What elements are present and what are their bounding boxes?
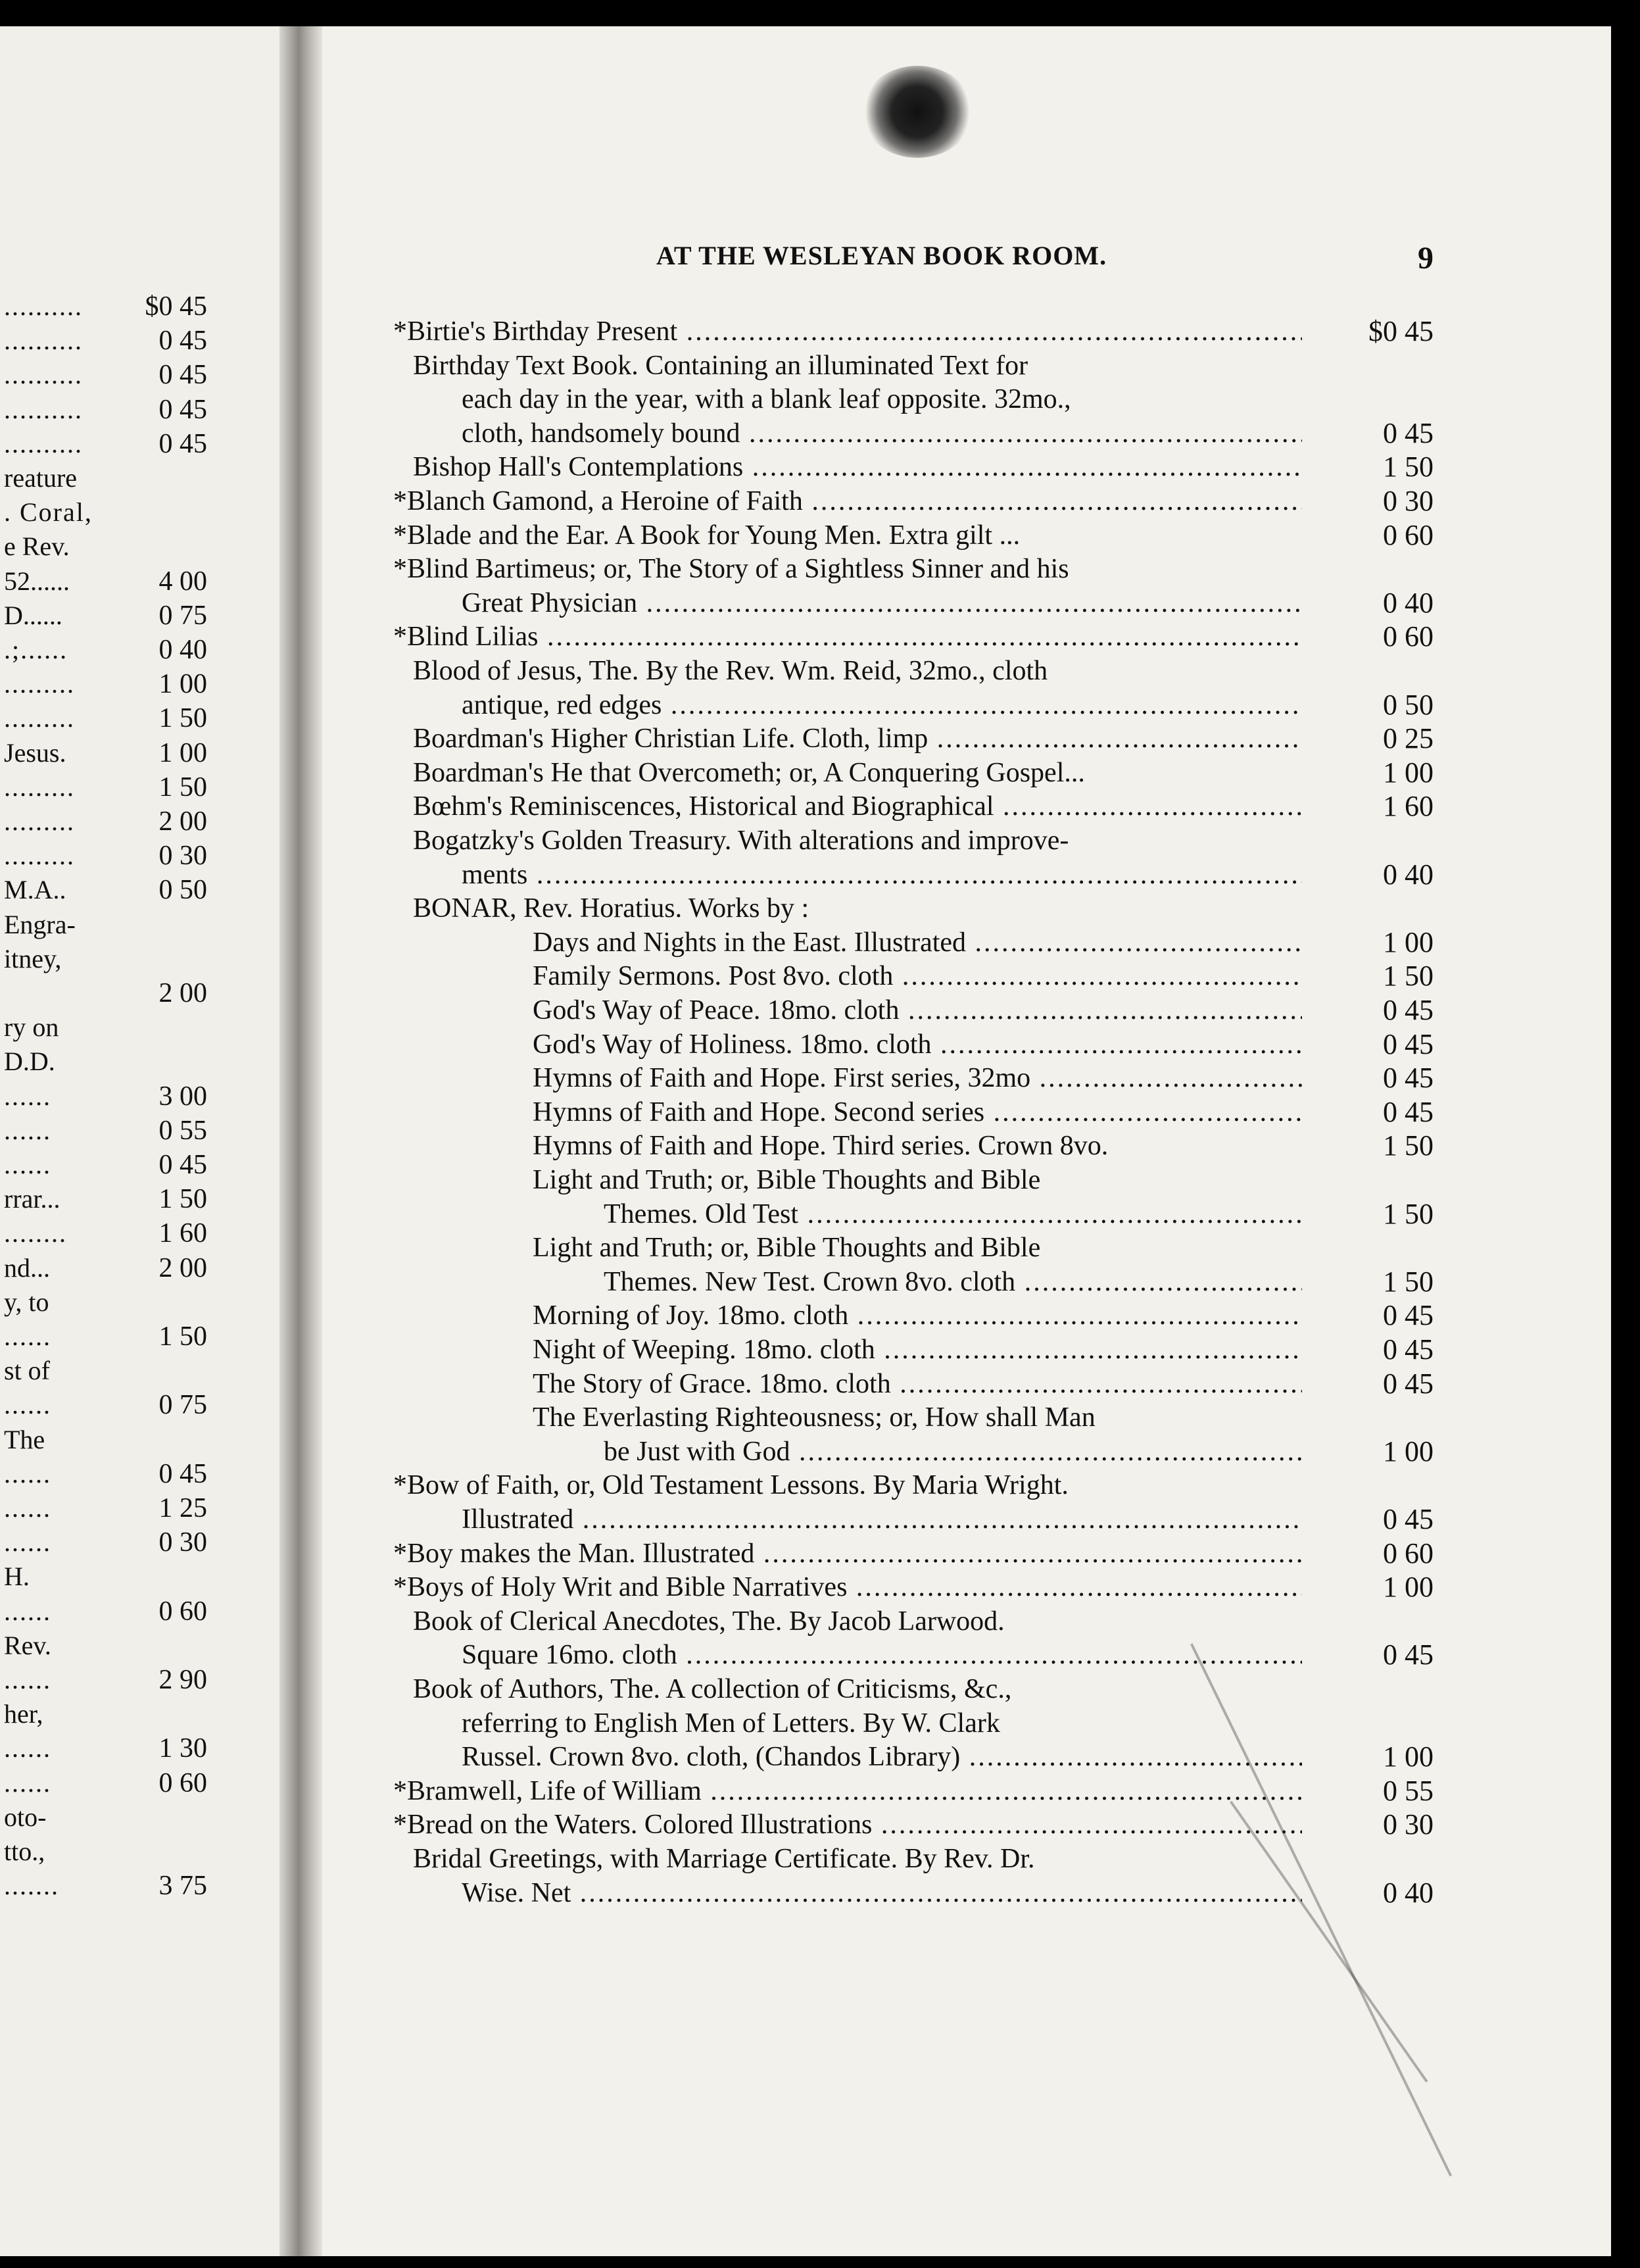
- catalog-line-price: 1 50: [1383, 1129, 1434, 1162]
- catalog-line: [322, 1672, 1611, 1706]
- left-fragment-price: 0 40: [158, 635, 207, 665]
- catalog-line: [322, 1265, 1611, 1299]
- catalog-line: [322, 1298, 1611, 1333]
- catalog-line-text: Blood of Jesus, The. By the Rev. Wm. Reid, 32mo., cloth: [413, 656, 1048, 686]
- catalog-line-price: 1 00: [1383, 1740, 1434, 1773]
- catalog-line-price: 0 45: [1383, 1027, 1434, 1060]
- catalog-line: [322, 1774, 1611, 1808]
- catalog-line-price: 1 00: [1383, 1435, 1434, 1467]
- left-fragment-text: ..........: [4, 360, 83, 390]
- catalog-line-price: 1 00: [1383, 925, 1434, 958]
- left-fragment-text: D.D.: [4, 1047, 55, 1077]
- left-fragment-text: ......: [4, 1596, 51, 1626]
- left-fragment-price: 0 45: [158, 1458, 207, 1489]
- left-fragment-text: reature: [4, 463, 78, 493]
- left-fragment-row: [0, 599, 276, 633]
- catalog-line-price: 0 45: [1383, 1062, 1434, 1095]
- left-fragment-price: 0 55: [158, 1115, 207, 1146]
- right-page: [322, 26, 1611, 2256]
- catalog-line-text: Book of Authors, The. A collection of Criticisms, &c.,: [413, 1674, 1012, 1704]
- catalog-line: [322, 1061, 1611, 1095]
- catalog-line-price: 0 25: [1383, 722, 1434, 755]
- left-fragment-row: [0, 393, 276, 427]
- catalog-line-price: 0 45: [1383, 1367, 1434, 1400]
- catalog-line: [322, 925, 1611, 960]
- catalog-line-text: Light and Truth; or, Bible Thoughts and Bible: [533, 1233, 1041, 1264]
- catalog-line-price: 1 50: [1383, 451, 1434, 483]
- catalog-line-text: BONAR, Rev. Horatius. Works by :: [413, 893, 809, 924]
- catalog-line-text: *Blind Lilias .....: [393, 620, 1302, 654]
- left-fragment-row: [0, 770, 276, 804]
- left-fragment-row: [0, 1148, 276, 1182]
- left-fragment-price: 2 90: [158, 1665, 207, 1695]
- left-fragment-text: ..........: [4, 394, 83, 424]
- page-number: 9: [1418, 241, 1434, 276]
- catalog-line-price: 1 50: [1383, 1265, 1434, 1298]
- catalog-line-text: *Birtie's Birthday Present .....: [393, 314, 1302, 349]
- catalog-line: [322, 654, 1611, 688]
- left-fragment-row: [0, 1079, 276, 1114]
- left-fragment-price: 0 30: [158, 1527, 207, 1558]
- left-fragment-row: [0, 976, 276, 1010]
- left-fragment-row: [0, 1594, 276, 1629]
- left-fragment-row: [0, 1525, 276, 1560]
- left-fragment-row: [0, 564, 276, 599]
- catalog-line: [322, 1808, 1611, 1842]
- left-fragment-row: [0, 427, 276, 461]
- catalog-line: [322, 1876, 1611, 1910]
- catalog-line-text: Days and Nights in the East. Illustrated .....: [533, 925, 1302, 960]
- catalog-line-text: The Everlasting Righteousness; or, How shall Man: [533, 1402, 1096, 1433]
- catalog-line-price: 0 40: [1383, 858, 1434, 891]
- left-fragment-text: .........: [4, 772, 75, 802]
- left-fragment-text: her,: [4, 1699, 43, 1729]
- catalog-line-text: *Bow of Faith, or, Old Testament Lessons. By Maria Wright.: [393, 1470, 1069, 1501]
- catalog-line-text: God's Way of Holiness. 18mo. cloth .....: [533, 1027, 1302, 1062]
- left-fragment-row: [0, 1766, 276, 1800]
- catalog-line-price: 0 30: [1383, 1808, 1434, 1841]
- left-fragment-row: [0, 1663, 276, 1697]
- catalog-line-text: Russel. Crown 8vo. cloth, (Chandos Library) .....: [462, 1740, 1302, 1774]
- left-fragment-row: [0, 1319, 276, 1354]
- catalog-line: [322, 484, 1611, 518]
- catalog-line-text: Bridal Greetings, with Marriage Certificate. By Rev. Dr.: [413, 1844, 1035, 1874]
- catalog-line: [322, 1197, 1611, 1231]
- catalog-line: [322, 688, 1611, 722]
- catalog-line-price: 1 50: [1383, 1197, 1434, 1230]
- catalog-line-text: Great Physician .....: [462, 586, 1302, 620]
- left-fragment-text: ..........: [4, 428, 83, 458]
- left-fragment-text: .;......: [4, 635, 68, 664]
- catalog-line-text: be Just with God .....: [604, 1435, 1302, 1469]
- catalog-line: [322, 1367, 1611, 1401]
- left-fragment-price: 1 25: [158, 1493, 207, 1523]
- catalog-line: [322, 1333, 1611, 1367]
- catalog-line: [322, 1231, 1611, 1265]
- catalog-line-text: Bœhm's Reminiscences, Historical and Biographical .....: [413, 789, 1302, 824]
- catalog-line: [322, 1706, 1611, 1740]
- catalog-line-text: Boardman's Higher Christian Life. Cloth, limp .....: [413, 722, 1302, 756]
- catalog-line-price: 0 60: [1383, 620, 1434, 653]
- left-fragment-text: ......: [4, 1115, 51, 1145]
- catalog-line-price: 0 40: [1383, 1876, 1434, 1909]
- left-fragment-row: [0, 289, 276, 324]
- left-fragment-row: [0, 1800, 276, 1835]
- catalog-line-text: *Blind Bartimeus; or, The Story of a Sightless Sinner and his: [393, 554, 1069, 585]
- catalog-line-price: 0 45: [1383, 994, 1434, 1026]
- left-fragment-price: 2 00: [158, 978, 207, 1008]
- catalog-line-price: $0 45: [1368, 315, 1434, 347]
- catalog-line: [322, 722, 1611, 756]
- left-fragment-row: [0, 1731, 276, 1765]
- left-fragment-row: [0, 1869, 276, 1903]
- left-fragment-row: [0, 1216, 276, 1250]
- catalog-line-price: 0 60: [1383, 1537, 1434, 1569]
- left-fragment-row: [0, 701, 276, 735]
- left-fragment-row: [0, 908, 276, 942]
- left-fragment-text: .........: [4, 703, 75, 733]
- left-fragment-text: Jesus.: [4, 737, 66, 768]
- left-fragment-row: [0, 942, 276, 976]
- catalog-line-price: 0 40: [1383, 586, 1434, 619]
- catalog-line-text: *Bread on the Waters. Colored Illustrations .....: [393, 1808, 1302, 1842]
- catalog-line-text: God's Way of Peace. 18mo. cloth .....: [533, 993, 1302, 1027]
- catalog-line: [322, 1400, 1611, 1435]
- left-fragment-text: ..........: [4, 291, 83, 321]
- catalog-line-price: 0 60: [1383, 518, 1434, 551]
- left-fragment-price: 1 50: [158, 703, 207, 734]
- catalog-line-price: 0 55: [1383, 1774, 1434, 1807]
- catalog-line: [322, 450, 1611, 484]
- catalog-line: [322, 620, 1611, 654]
- catalog-line-text: Bogatzky's Golden Treasury. With alterations and improve-: [413, 826, 1069, 856]
- left-fragment-price: 0 45: [158, 428, 207, 459]
- left-fragment-row: [0, 1388, 276, 1422]
- left-fragment-text: The: [4, 1424, 45, 1454]
- left-fragment-text: nd...: [4, 1252, 50, 1283]
- left-fragment-row: [0, 1491, 276, 1525]
- left-fragment-row: [0, 461, 276, 495]
- left-fragment-price: 1 00: [158, 737, 207, 768]
- left-fragment-text: ......: [4, 1150, 51, 1179]
- left-fragment-text: ........: [4, 1218, 67, 1248]
- catalog-line-text: Boardman's He that Overcometh; or, A Conquering Gospel...: [413, 757, 1085, 788]
- left-fragment-row: [0, 530, 276, 564]
- left-fragment-text: ......: [4, 1493, 51, 1523]
- catalog-line-text: referring to English Men of Letters. By W. Clark: [462, 1708, 1000, 1738]
- left-fragment-text: oto-: [4, 1802, 47, 1832]
- catalog-line-price: 0 45: [1383, 1095, 1434, 1128]
- left-fragment-text: Rev.: [4, 1630, 51, 1660]
- catalog-line-text: Square 16mo. cloth .....: [462, 1638, 1302, 1672]
- left-fragment-text: ..........: [4, 326, 83, 356]
- catalog-line: [322, 1129, 1611, 1163]
- catalog-line-price: 1 60: [1383, 790, 1434, 823]
- catalog-line: [322, 1468, 1611, 1502]
- left-fragment-row: [0, 667, 276, 701]
- left-fragment-row: [0, 1354, 276, 1388]
- catalog-line-text: Hymns of Faith and Hope. First series, 32mo .....: [533, 1061, 1302, 1095]
- left-fragment-row: [0, 1114, 276, 1148]
- catalog-line-text: *Blade and the Ear. A Book for Young Men. Extra gilt ...: [393, 520, 1021, 551]
- left-fragment-text: D......: [4, 600, 62, 630]
- left-fragment-row: [0, 1251, 276, 1285]
- catalog-line-text: *Boys of Holy Writ and Bible Narratives .....: [393, 1570, 1302, 1604]
- left-fragment-row: [0, 1835, 276, 1869]
- left-fragment-row: [0, 633, 276, 667]
- catalog-line-text: cloth, handsomely bound .....: [462, 416, 1302, 451]
- left-fragment-price: 0 60: [158, 1596, 207, 1627]
- left-fragment-row: [0, 873, 276, 907]
- left-fragment-row: [0, 804, 276, 839]
- left-fragment-price: 0 75: [158, 1390, 207, 1421]
- catalog-line-text: Illustrated .....: [462, 1502, 1302, 1537]
- catalog-line-price: 1 00: [1383, 1571, 1434, 1604]
- left-fragment-row: [0, 495, 276, 530]
- catalog-line: [322, 1570, 1611, 1604]
- catalog-line-text: *Boy makes the Man. Illustrated .....: [393, 1537, 1302, 1571]
- catalog-line: [322, 416, 1611, 451]
- left-fragment-row: [0, 358, 276, 392]
- catalog-line-text: Hymns of Faith and Hope. Third series. Crown 8vo.: [533, 1131, 1109, 1162]
- catalog-line-price: 0 45: [1383, 416, 1434, 449]
- catalog-line-text: *Blanch Gamond, a Heroine of Faith .....: [393, 484, 1302, 518]
- catalog-line: [322, 586, 1611, 620]
- catalog-line-price: 0 45: [1383, 1333, 1434, 1366]
- catalog-line-text: Night of Weeping. 18mo. cloth .....: [533, 1333, 1302, 1367]
- catalog-line: [322, 314, 1611, 349]
- left-fragment-price: 1 00: [158, 669, 207, 700]
- catalog-line-text: Morning of Joy. 18mo. cloth .....: [533, 1298, 1302, 1333]
- catalog-line: [322, 1095, 1611, 1129]
- left-fragment-price: 1 50: [158, 1184, 207, 1215]
- catalog-line: [322, 1638, 1611, 1672]
- left-fragment-row: [0, 1423, 276, 1457]
- left-fragment-price: 1 50: [158, 772, 207, 802]
- left-fragment-text: ry on: [4, 1012, 59, 1043]
- left-fragment-price: 2 00: [158, 806, 207, 837]
- catalog-line: [322, 1163, 1611, 1197]
- catalog-line-text: Bishop Hall's Contemplations .....: [413, 450, 1302, 484]
- catalog-line: [322, 518, 1611, 553]
- catalog-line-text: Family Sermons. Post 8vo. cloth .....: [533, 959, 1302, 993]
- left-fragment-row: [0, 1010, 276, 1045]
- left-fragment-text: ......: [4, 1390, 51, 1420]
- catalog-line-text: antique, red edges .....: [462, 688, 1302, 722]
- left-fragment-price: 0 30: [158, 841, 207, 872]
- catalog-line: [322, 1537, 1611, 1571]
- left-fragment-price: 1 30: [158, 1733, 207, 1764]
- left-fragment-text: ......: [4, 1458, 51, 1489]
- left-fragment-price: 0 45: [158, 360, 207, 391]
- left-fragment-row: [0, 1285, 276, 1319]
- left-fragment-row: [0, 1182, 276, 1216]
- left-fragment-text: e Rev.: [4, 531, 70, 562]
- catalog-line: [322, 891, 1611, 925]
- catalog-line: [322, 993, 1611, 1027]
- left-fragment-price: 4 00: [158, 566, 207, 597]
- left-fragment-price: 0 50: [158, 875, 207, 906]
- left-fragment-price: 0 75: [158, 600, 207, 631]
- catalog-line: [322, 824, 1611, 858]
- catalog-line-text: Birthday Text Book. Containing an illuminated Text for: [413, 350, 1028, 381]
- catalog-line-price: 1 50: [1383, 960, 1434, 993]
- left-fragment-text: .........: [4, 806, 75, 836]
- left-fragment-text: . Coral,: [4, 497, 93, 528]
- catalog-line: [322, 1740, 1611, 1774]
- left-fragment-row: [0, 1560, 276, 1594]
- left-fragment-price: 1 60: [158, 1218, 207, 1249]
- left-fragment-text: ......: [4, 1767, 51, 1798]
- left-fragment-row: [0, 1457, 276, 1491]
- catalog-line-text: Themes. New Test. Crown 8vo. cloth .....: [604, 1265, 1302, 1299]
- left-fragment-price: 2 00: [158, 1252, 207, 1283]
- left-fragment-price: 3 00: [158, 1081, 207, 1112]
- catalog-line-price: 0 50: [1383, 688, 1434, 721]
- catalog-line: [322, 1502, 1611, 1537]
- catalog-line-text: Themes. Old Test .....: [604, 1197, 1302, 1231]
- left-fragment-text: ......: [4, 1733, 51, 1763]
- left-fragment-text: itney,: [4, 943, 62, 974]
- left-fragment-text: .........: [4, 669, 75, 699]
- left-fragment-price: 0 45: [158, 394, 207, 425]
- left-fragment-text: rrar...: [4, 1184, 60, 1214]
- catalog-line-text: Book of Clerical Anecdotes, The. By Jacob Larwood.: [413, 1606, 1005, 1637]
- left-fragment-text: ......: [4, 1321, 51, 1351]
- left-fragment-row: [0, 736, 276, 770]
- catalog-line-text: *Bramwell, Life of William .....: [393, 1774, 1302, 1808]
- catalog-line-text: Light and Truth; or, Bible Thoughts and Bible: [533, 1165, 1041, 1195]
- catalog-line-text: The Story of Grace. 18mo. cloth .....: [533, 1367, 1302, 1401]
- catalog-line: [322, 1027, 1611, 1062]
- left-fragment-price: $0 45: [145, 291, 207, 322]
- catalog-line: [322, 1604, 1611, 1639]
- catalog-line-text: Wise. Net .....: [462, 1876, 1302, 1910]
- left-fragment-price: 0 45: [158, 326, 207, 357]
- running-header: AT THE WESLEYAN BOOK ROOM.: [656, 241, 1107, 270]
- catalog-line: [322, 382, 1611, 416]
- left-fragment-row: [0, 1697, 276, 1731]
- catalog-line: [322, 349, 1611, 383]
- left-fragment-row: [0, 1045, 276, 1079]
- left-fragment-text: .......: [4, 1871, 59, 1901]
- left-fragment-text: tto.,: [4, 1837, 45, 1866]
- catalog-line-price: 0 45: [1383, 1299, 1434, 1332]
- left-fragment-text: 52......: [4, 566, 70, 596]
- catalog-line-price: 0 30: [1383, 485, 1434, 517]
- left-fragment-price: 0 60: [158, 1767, 207, 1798]
- left-fragment-text: st of: [4, 1356, 50, 1386]
- left-fragment-row: [0, 324, 276, 358]
- left-fragment-text: H.: [4, 1562, 30, 1592]
- catalog-line: [322, 756, 1611, 790]
- left-fragment-text: ......: [4, 1665, 51, 1694]
- left-fragment-row: [0, 839, 276, 873]
- left-fragment-text: M.A..: [4, 875, 66, 905]
- catalog-line-price: 0 45: [1383, 1639, 1434, 1671]
- catalog-line: [322, 1435, 1611, 1469]
- catalog-line-price: 1 00: [1383, 756, 1434, 789]
- ink-blot: [861, 66, 973, 158]
- catalog-line: [322, 552, 1611, 586]
- left-fragment-text: .........: [4, 841, 75, 871]
- left-fragment-text: y, to: [4, 1287, 49, 1317]
- left-fragment-text: Engra-: [4, 909, 76, 939]
- left-page-fragment: [0, 26, 279, 2256]
- catalog-line: [322, 789, 1611, 824]
- left-fragment-text: ......: [4, 1081, 51, 1111]
- left-fragment-price: 1 50: [158, 1321, 207, 1352]
- catalog-line-text: Hymns of Faith and Hope. Second series .....: [533, 1095, 1302, 1129]
- catalog-line: [322, 959, 1611, 993]
- catalog-line: [322, 858, 1611, 892]
- left-fragment-price: 0 45: [158, 1150, 207, 1180]
- catalog-line-text: ments .....: [462, 858, 1302, 892]
- catalog-line-text: each day in the year, with a blank leaf opposite. 32mo.,: [462, 384, 1071, 415]
- left-fragment-row: [0, 1629, 276, 1663]
- left-fragment-text: ......: [4, 1527, 51, 1558]
- catalog-line: [322, 1842, 1611, 1876]
- book-gutter: [279, 26, 322, 2256]
- left-fragment-price: 3 75: [158, 1871, 207, 1902]
- catalog-line-price: 0 45: [1383, 1503, 1434, 1535]
